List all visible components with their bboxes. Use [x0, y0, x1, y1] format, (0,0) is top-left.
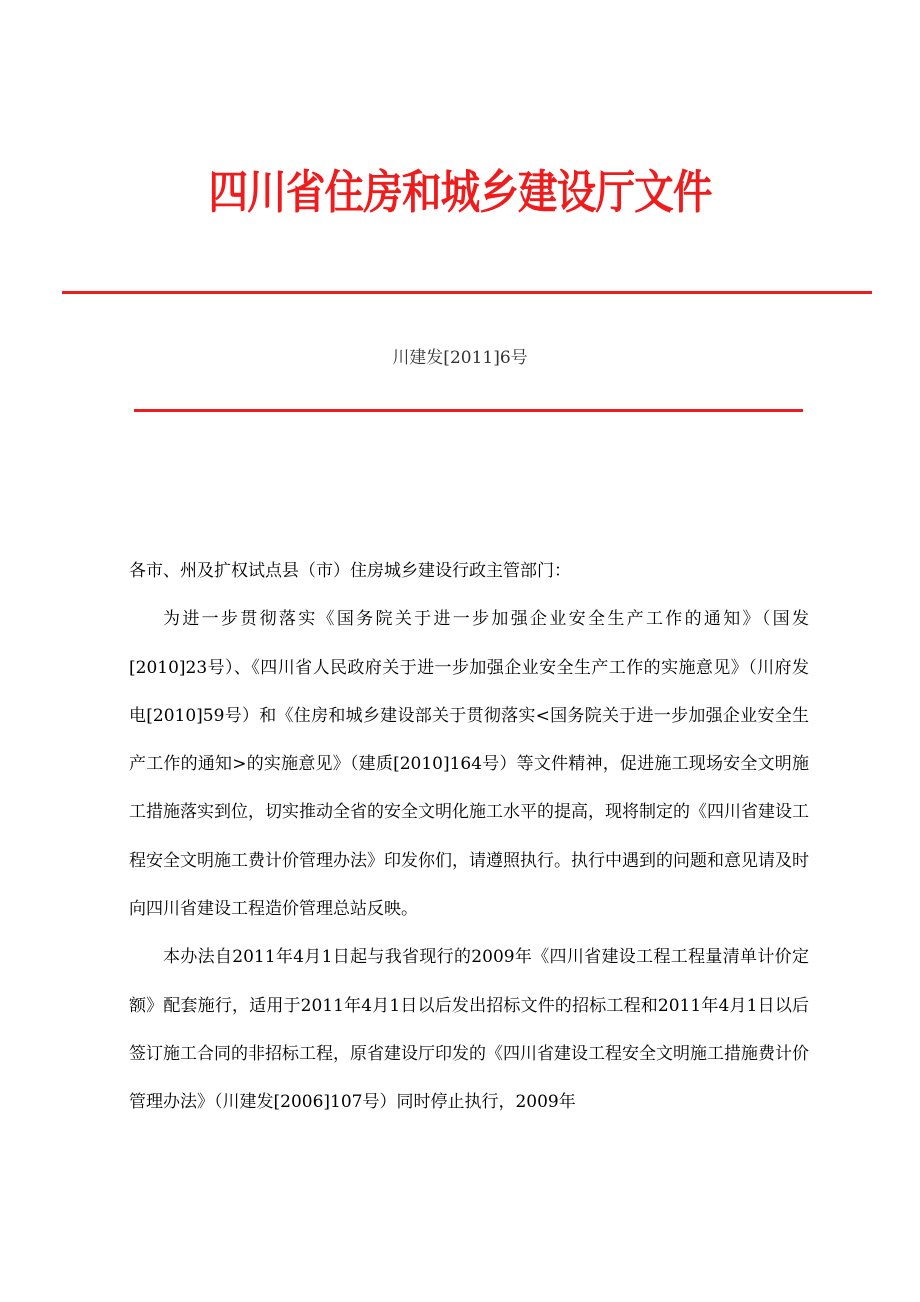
- body-paragraph: 为进一步贯彻落实《国务院关于进一步加强企业安全生产工作的通知》（国发[2010]23号）、《四川省人民政府关于进一步加强企业安全生产工作的实施意见》（川府发电[2010]59号）和《住房和城乡建设部关于贯彻落实<国务院关于进一步加强企业安全生产工作的通知>的实施意见》（建质[2010]164号）等文件精神，促进施工现场安全文明施工措施落实到位，切实推动全省的安全文明化施工水平的提高，现将制定的《四川省建设工程安全文明施工费计价管理办法》印发你们，请遵照执行。执行中遇到的问题和意见请及时向四川省建设工程造价管理总站反映。: [129, 609, 809, 920]
- header-divider-top: [62, 291, 872, 294]
- document-body: [129, 547, 809, 1127]
- document-number: 川建发[2011]6号: [392, 348, 528, 368]
- document-header-title: 四川省住房和城乡建设厅文件: [208, 165, 712, 219]
- salutation: 各市、州及扩权试点县（市）住房城乡建设行政主管部门：: [129, 561, 571, 581]
- header-divider-bottom: [134, 409, 803, 412]
- body-paragraph: 本办法自2011年4月1日起与我省现行的2009年《四川省建设工程工程量清单计价定额》配套施行，适用于2011年4月1日以后发出招标文件的招标工程和2011年4月1日以后签订施工合同的非招标工程，原省建设厅印发的《四川省建设工程安全文明施工措施费计价管理办法》（川建发[2006]107号）同时停止执行，2009年: [129, 947, 809, 1113]
